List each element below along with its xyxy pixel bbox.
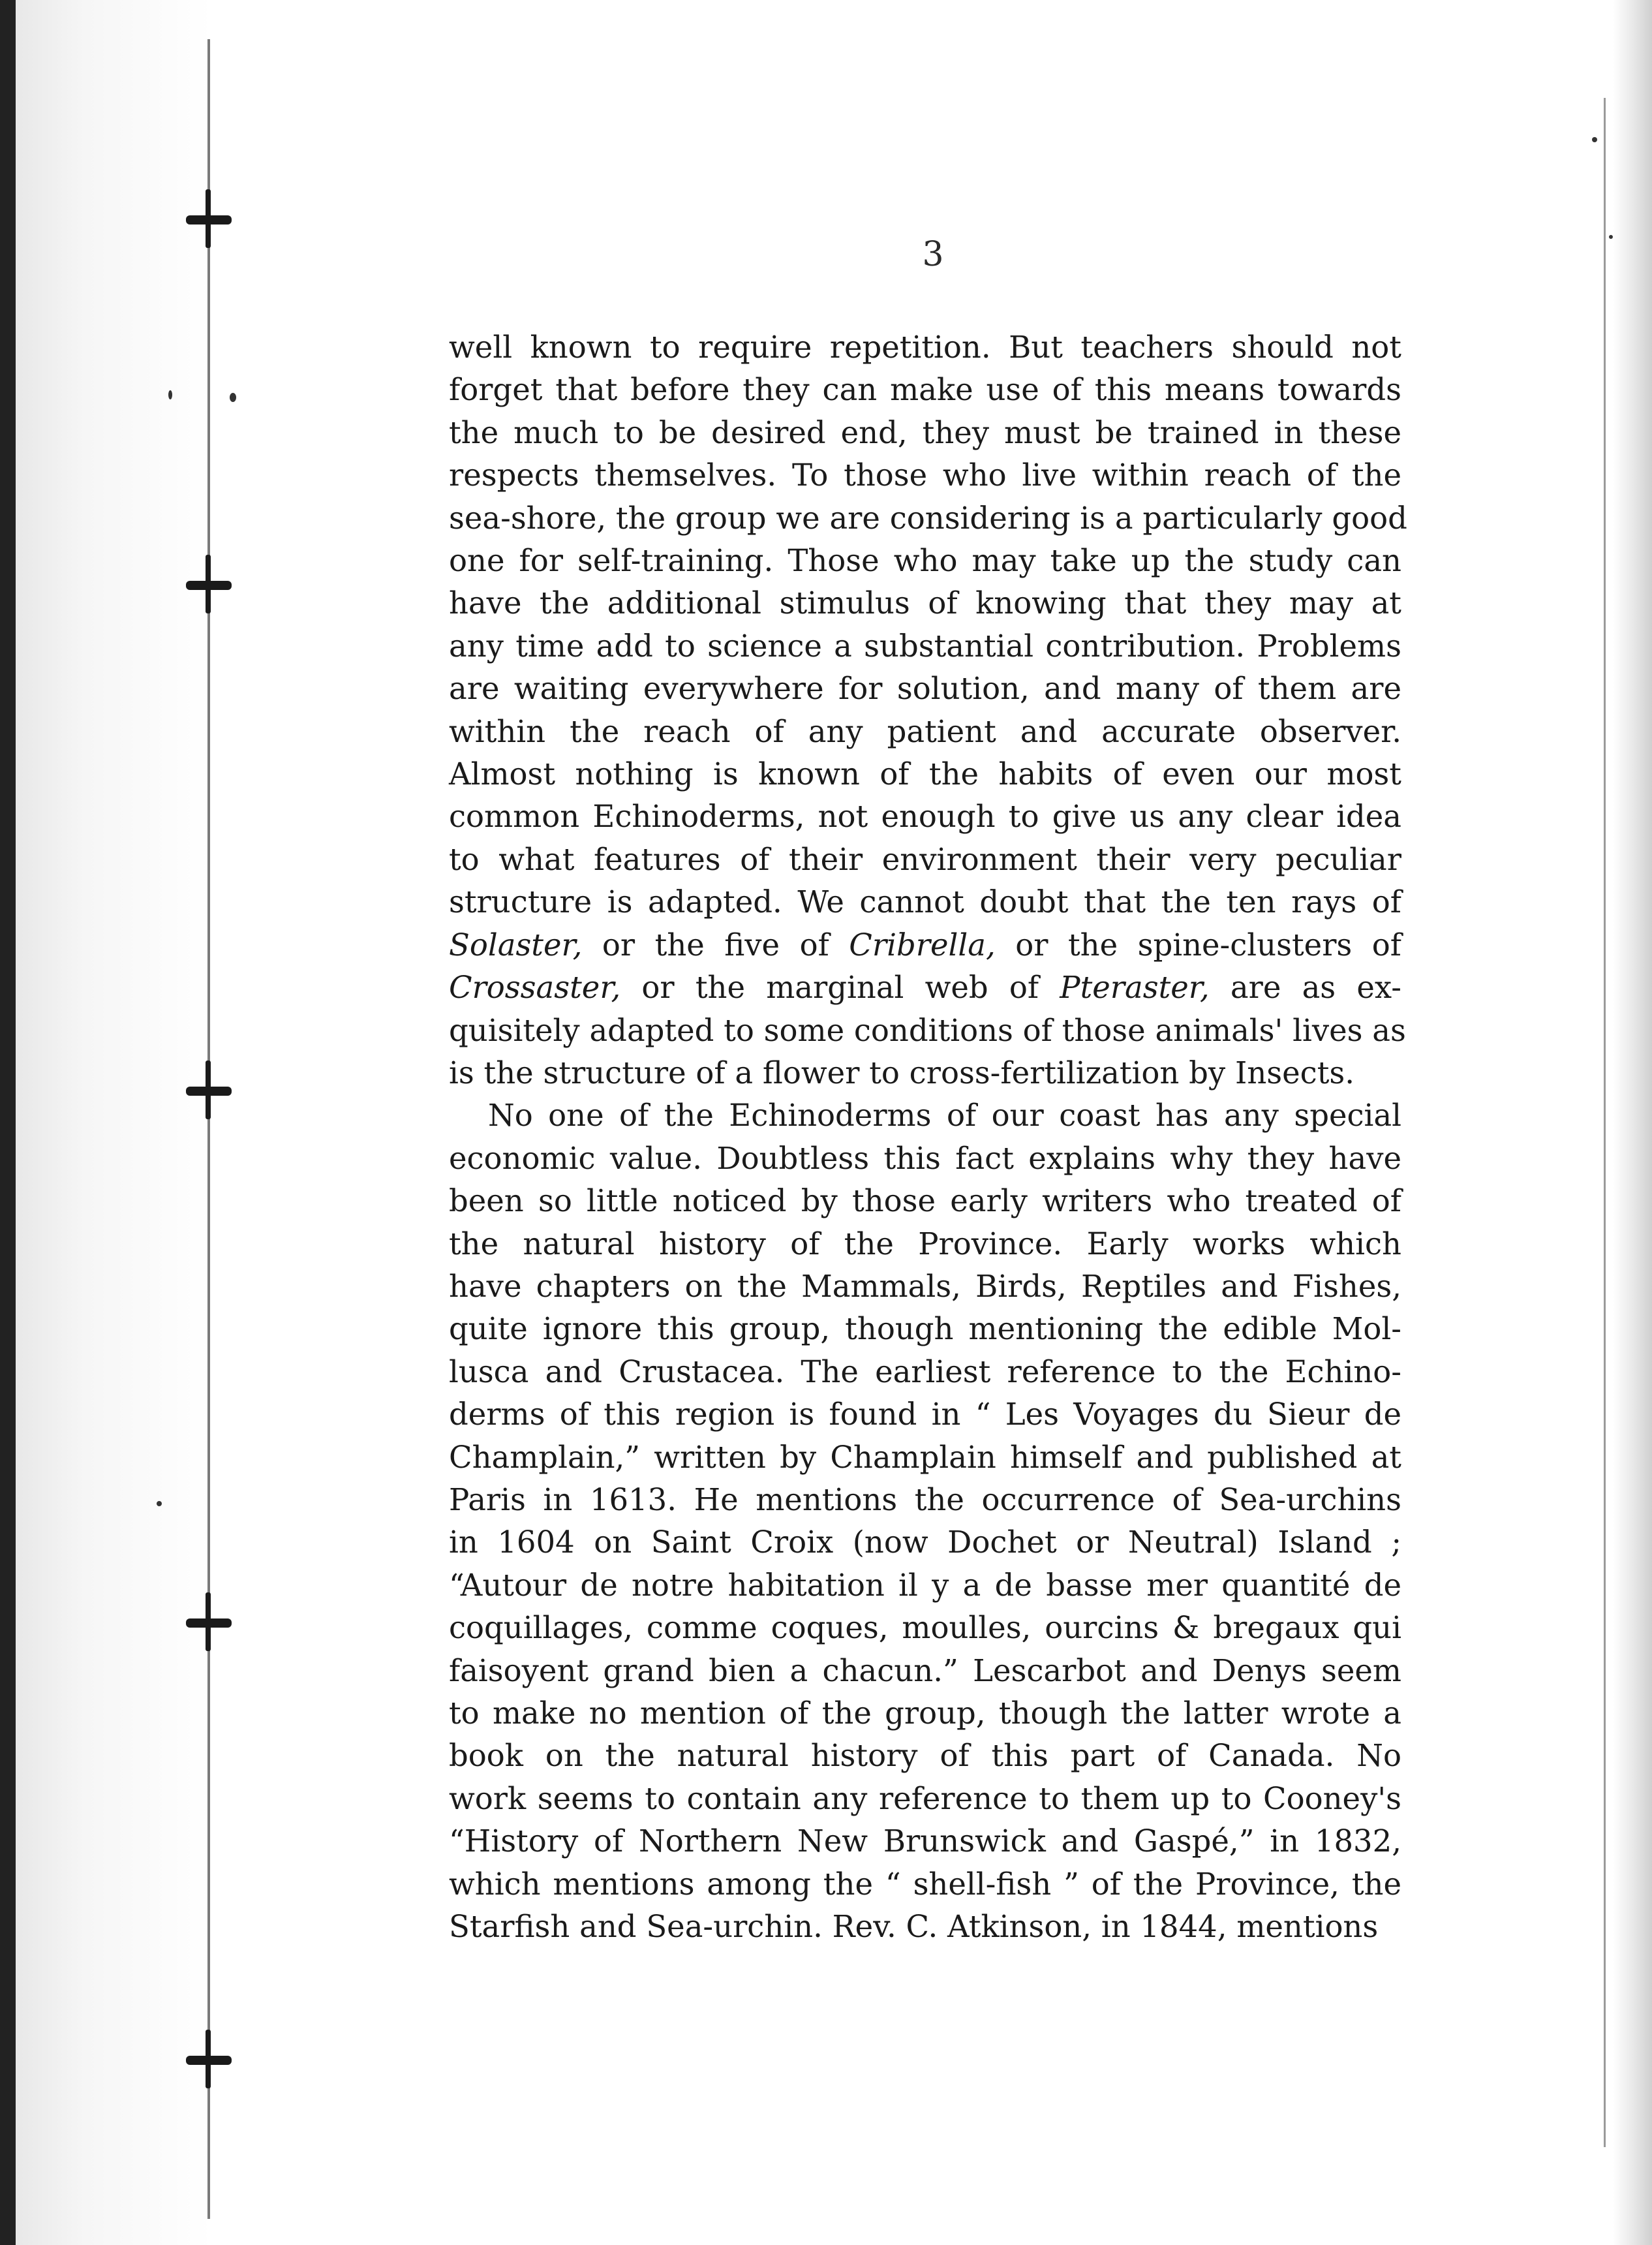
text-line: economic value. Doubtless this fact explains why they have [449, 1140, 1401, 1176]
text-line: quisitely adapted to some conditions of those animals' lives as [449, 1012, 1406, 1048]
text-span: or the spine-clusters of [995, 927, 1401, 963]
text-line: one for self-training. Those who may take up the study can [449, 543, 1401, 579]
text-span: or the marginal web of [620, 970, 1060, 1006]
binding-stitch [186, 215, 232, 225]
text-line: are waiting everywhere for solution, and many of them are [449, 671, 1401, 707]
binding-edge [0, 0, 16, 2245]
text-line: to make no mention of the group, though the latter wrote a [449, 1695, 1401, 1731]
binding-stitch [186, 581, 232, 590]
scan-speck [230, 393, 236, 402]
text-line: “History of Northern New Brunswick and Gaspé,” in 1832, [449, 1823, 1401, 1859]
binding-stitch [186, 1618, 232, 1628]
text-line: book on the natural history of this part of Canada. No [449, 1738, 1401, 1774]
spine-fold-line [207, 39, 210, 2219]
text-line: have the additional stimulus of knowing that they may at [449, 585, 1401, 621]
text-line: within the reach of any patient and accurate observer. [449, 713, 1401, 749]
italic-term: Pteraster, [1060, 970, 1210, 1006]
scan-speck [168, 390, 172, 399]
text-line: is the structure of a flower to cross-fertilization by Insects. [449, 1055, 1355, 1091]
italic-term: Solaster, [449, 927, 583, 963]
text-line: derms of this region is found in “ Les Voyages du Sieur de [449, 1397, 1401, 1432]
text-line: sea-shore, the group we are considering is a particularly good [449, 500, 1407, 536]
text-line: forget that before they can make use of this means towards [449, 372, 1401, 408]
scan-speck [1592, 137, 1597, 142]
text-line: quite ignore this group, though mentioning the edible Mol- [449, 1311, 1401, 1347]
text-line: which mentions among the “ shell-fish ” of the Province, the [449, 1866, 1401, 1902]
binding-stitch [186, 1087, 232, 1096]
page-number: 3 [922, 235, 944, 274]
text-line [449, 967, 1401, 1009]
text-line: Starfish and Sea-urchin. Rev. C. Atkinson, in 1844, mentions [449, 1909, 1379, 1945]
binding-stitch [186, 2056, 232, 2065]
page-border-line [1604, 98, 1606, 2147]
text-line: Paris in 1613. He mentions the occurrence of Sea-urchins [449, 1481, 1401, 1517]
italic-term: Crossaster, [449, 970, 621, 1006]
text-line: work seems to contain any reference to them up to Cooney's [449, 1780, 1401, 1816]
italic-term: Cribrella, [849, 927, 996, 963]
text-line: the much to be desired end, they must be trained in these [449, 414, 1401, 450]
text-line: structure is adapted. We cannot doubt that the ten rays of [449, 884, 1401, 920]
text-line: “Autour de notre habitation il y a de basse mer quantité de [449, 1567, 1401, 1603]
gutter-shadow [16, 0, 211, 2245]
page-right-edge [1613, 0, 1652, 2245]
text-line: lusca and Crustacea. The earliest reference to the Echino- [449, 1354, 1401, 1389]
text-line: been so little noticed by those early writers who treated of [449, 1183, 1401, 1219]
text-line: coquillages, comme coques, moulles, ourcins & bregaux qui [449, 1610, 1401, 1646]
text-line: common Echinoderms, not enough to give us any clear idea [449, 799, 1401, 835]
text-line: well known to require repetition. But teachers should not [449, 330, 1401, 365]
text-line: respects themselves. To those who live within reach of the [449, 457, 1401, 493]
text-line: have chapters on the Mammals, Birds, Reptiles and Fishes, [449, 1268, 1401, 1304]
text-line: Champlain,” written by Champlain himself and published at [449, 1439, 1401, 1475]
text-line: in 1604 on Saint Croix (now Dochet or Neutral) Island ; [449, 1525, 1401, 1560]
scan-speck [157, 1501, 162, 1506]
text-line [449, 924, 1401, 967]
text-line: any time add to science a substantial contribution. Problems [449, 628, 1401, 664]
text-line: No one of the Echinoderms of our coast has any special [488, 1098, 1401, 1134]
text-line: the natural history of the Province. Early works which [449, 1226, 1401, 1262]
text-line: faisoyent grand bien a chacun.” Lescarbot and Denys seem [449, 1652, 1401, 1688]
text-line: Almost nothing is known of the habits of even our most [449, 756, 1401, 792]
text-span: or the five of [582, 927, 849, 963]
body-text [449, 326, 1407, 1948]
text-line: to what features of their environment their very peculiar [449, 841, 1401, 877]
text-span: are as ex- [1209, 970, 1401, 1006]
